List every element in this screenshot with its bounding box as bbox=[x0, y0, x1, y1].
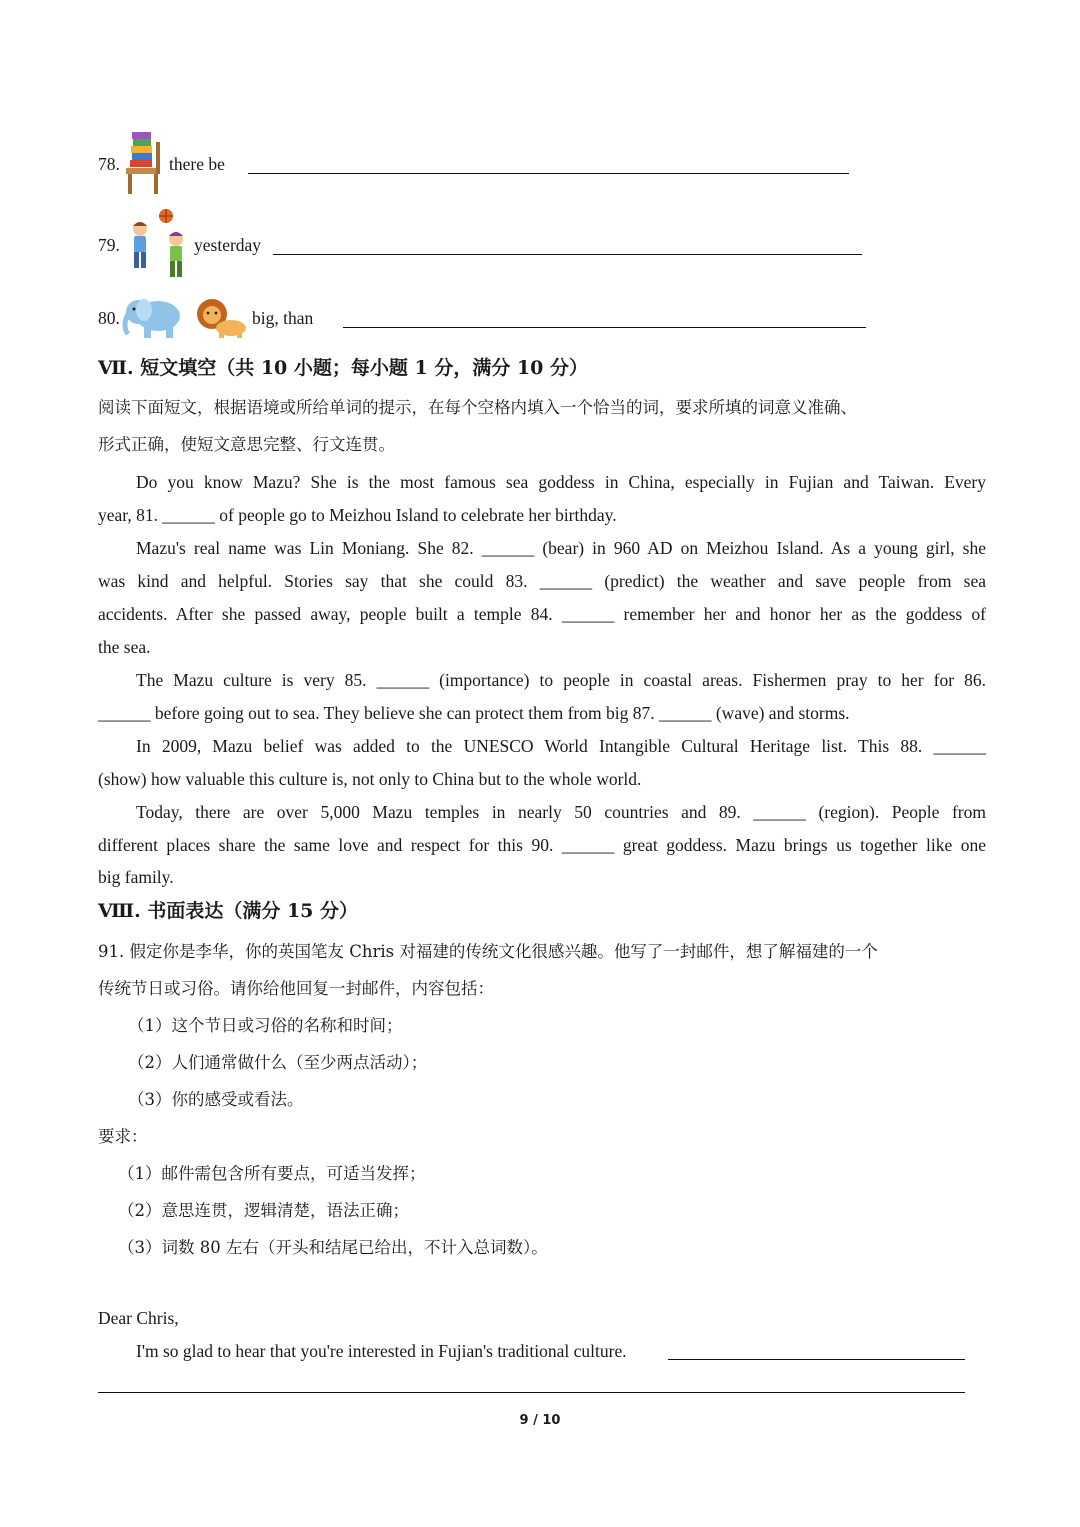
section-7-instruction-1: 阅读下面短文，根据语境或所给单词的提示，在每个空格内填入一个恰当的词，要求所填的词意义准确、 bbox=[98, 398, 857, 417]
exercise-78-hint: there be bbox=[169, 154, 225, 174]
page-number: 9 / 10 bbox=[519, 1413, 561, 1428]
passage-line: the sea. bbox=[98, 637, 151, 657]
letter-greeting: Dear Chris, bbox=[98, 1308, 179, 1328]
exercise-79-number: 79. bbox=[98, 235, 120, 255]
content-point-1: （1）这个节日或习俗的名称和时间； bbox=[128, 1016, 403, 1035]
books-on-chair-icon bbox=[120, 128, 168, 196]
writing-prompt-1: 91. 假定你是李华，你的英国笔友 Chris 对福建的传统文化很感兴趣。他写了一封邮件，想了解福建的一个 bbox=[98, 942, 878, 961]
section-8-title: Ⅷ. 书面表达（满分 15 分） bbox=[98, 900, 358, 922]
passage-line: Do you know Mazu? She is the most famous sea goddess in China, especially in Fujian and Taiwan. Every bbox=[136, 472, 986, 492]
elephant-icon bbox=[120, 292, 186, 342]
passage-line: big family. bbox=[98, 867, 174, 887]
exercise-80-answer-line[interactable] bbox=[343, 327, 866, 328]
exercise-78-answer-line[interactable] bbox=[248, 173, 849, 174]
exercise-79-answer-line[interactable] bbox=[273, 254, 862, 255]
passage-line: Mazu's real name was Lin Moniang. She 82. ______ (bear) in 960 AD on Meizhou Island. As a young girl, she bbox=[136, 538, 986, 558]
passage-line: Today, there are over 5,000 Mazu temples in nearly 50 countries and 89. ______ (region). People from bbox=[136, 802, 986, 822]
requirement-1: （1）邮件需包含所有要点，可适当发挥； bbox=[118, 1164, 426, 1183]
passage-line: The Mazu culture is very 85. ______ (importance) to people in coastal areas. Fishermen pray to her for 86. bbox=[136, 670, 986, 690]
exercise-79-hint: yesterday bbox=[194, 235, 262, 255]
kids-playing-basketball-icon bbox=[120, 207, 194, 281]
letter-opening: I'm so glad to hear that you're interested in Fujian's traditional culture. bbox=[136, 1341, 627, 1361]
writing-prompt-2: 传统节日或习俗。请你给他回复一封邮件，内容包括： bbox=[98, 979, 494, 998]
writing-line[interactable] bbox=[668, 1359, 965, 1360]
exercise-78-number: 78. bbox=[98, 154, 120, 174]
passage-line: year, 81. ______ of people go to Meizhou Island to celebrate her birthday. bbox=[98, 505, 617, 525]
requirement-2: （2）意思连贯，逻辑清楚，语法正确； bbox=[118, 1201, 409, 1220]
passage-line: ______ before going out to sea. They believe she can protect them from big 87. ______ (wave) and storms. bbox=[98, 703, 850, 723]
writing-line[interactable] bbox=[98, 1392, 965, 1393]
passage-line: was kind and helpful. Stories say that she could 83. ______ (predict) the weather and save people from sea bbox=[98, 571, 986, 591]
passage-line: accidents. After she passed away, people built a temple 84. ______ remember her and honor her as the goddess of bbox=[98, 604, 986, 624]
passage-line: (show) how valuable this culture is, not only to China but to the whole world. bbox=[98, 769, 642, 789]
content-point-2: （2）人们通常做什么（至少两点活动）； bbox=[128, 1053, 428, 1072]
passage-line: different places share the same love and respect for this 90. ______ great goddess. Mazu brings us together like one bbox=[98, 835, 986, 855]
exercise-80-number: 80. bbox=[98, 308, 120, 328]
lion-icon bbox=[195, 296, 249, 340]
content-point-3: （3）你的感受或看法。 bbox=[128, 1090, 304, 1109]
requirements-label: 要求： bbox=[98, 1127, 148, 1146]
passage-line: In 2009, Mazu belief was added to the UNESCO World Intangible Cultural Heritage list. This 88. ______ bbox=[136, 736, 986, 756]
section-7-title: Ⅶ. 短文填空（共 10 小题；每小题 1 分，满分 10 分） bbox=[98, 357, 588, 379]
requirement-3: （3）词数 80 左右（开头和结尾已给出，不计入总词数）。 bbox=[118, 1238, 548, 1257]
exercise-80-hint: big, than bbox=[252, 308, 314, 328]
section-7-instruction-2: 形式正确，使短文意思完整、行文连贯。 bbox=[98, 435, 395, 454]
